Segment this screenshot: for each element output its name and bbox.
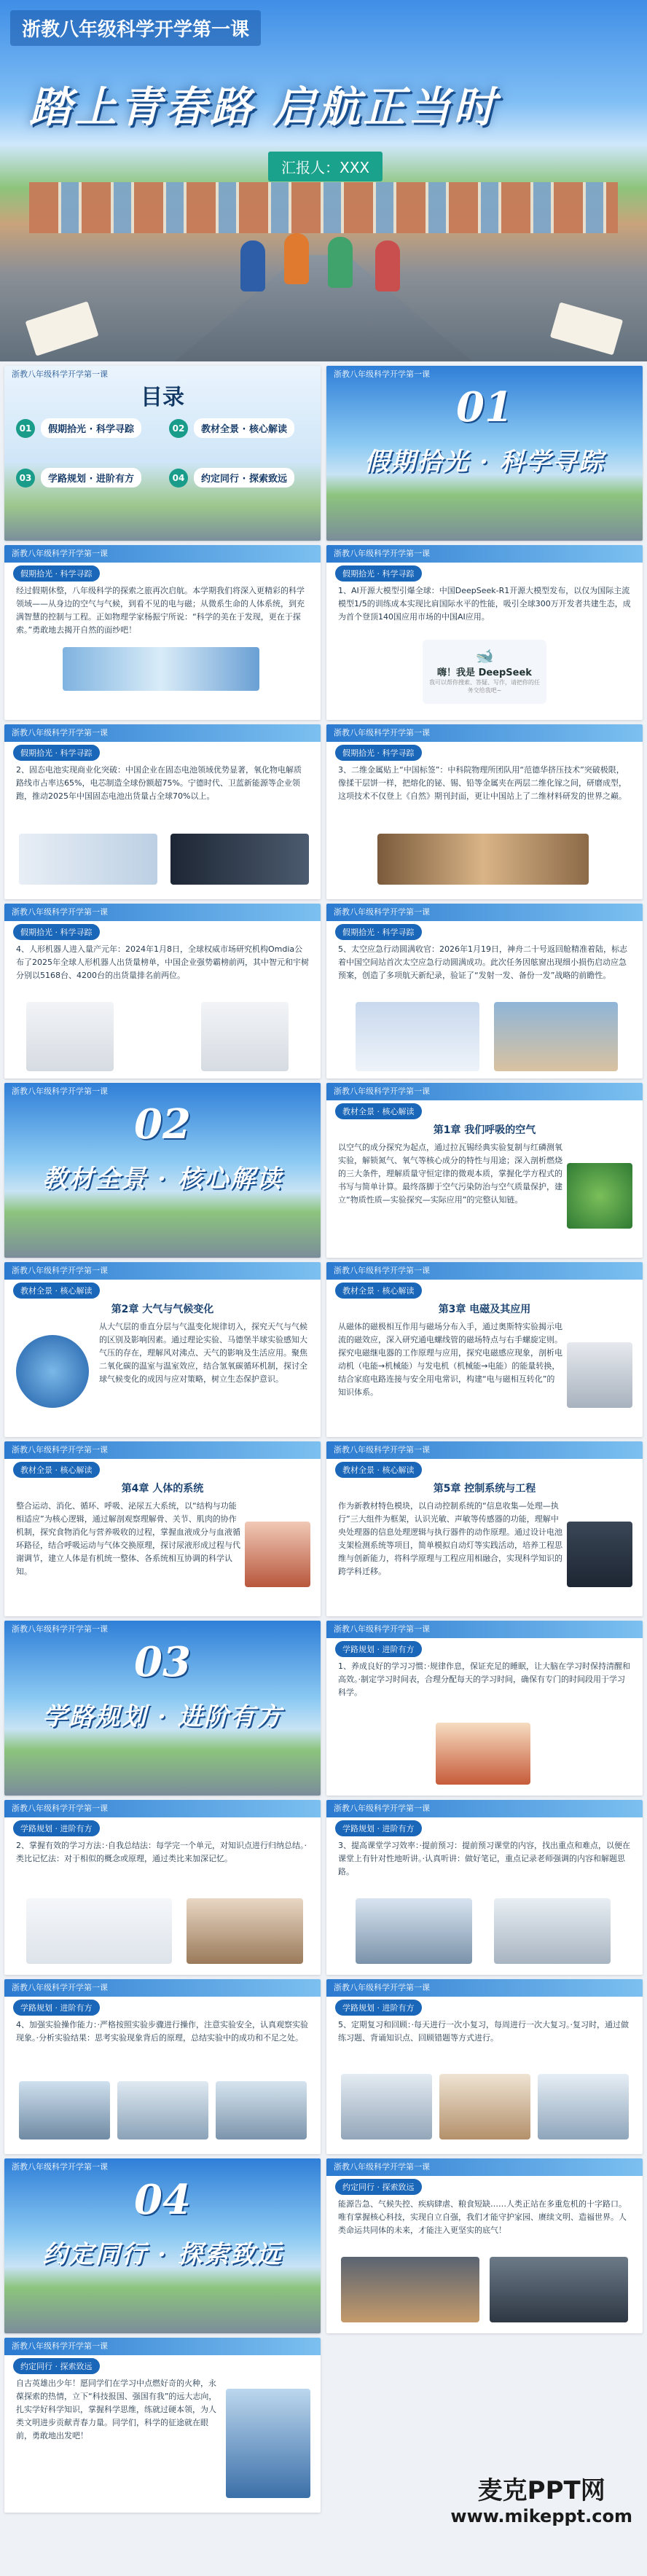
section-tag: 假期拾光 · 科学寻踪 <box>13 924 100 940</box>
slide-text: 能源告急、气候失控、疾病肆虐、粮食短缺……人类正站在多重危机的十字路口。唯有掌握核心科技，实现自立自强，我们才能守护家园、赓续文明、造福世界。人类命运共同体的未来，才能注入更坚实的底气！ <box>338 2199 627 2235</box>
content-slide <box>326 1979 643 2154</box>
slide-header: 浙教八年级科学开学第一课 <box>12 369 108 379</box>
section-tag: 假期拾光 · 科学寻踪 <box>335 745 422 761</box>
slide-header: 浙教八年级科学开学第一课 <box>334 369 430 379</box>
course-label: 浙教八年级科学开学第一课 <box>10 10 261 46</box>
section-slide-02 <box>4 1083 321 1258</box>
student-figure <box>328 237 353 288</box>
section-tag: 约定同行 · 探索致远 <box>335 2179 422 2195</box>
content-slide <box>326 2158 643 2333</box>
section-tag: 假期拾光 · 科学寻踪 <box>335 565 422 582</box>
slide-header: 浙教八年级科学开学第一课 <box>4 904 321 921</box>
slide-text: 从大气层的垂直分层与气温变化规律切入，探究天气与气候的区别及影响因素。通过理论实验、马德堡半球实验感知大气压的存在，理解风对沸点、天气的影响及生活应用。聚焦二氧化碳的温室与温室效应，结合氢氧碳循环机制，探讨全球气候变化的成因与应对策略，树立生态保护意识。 <box>99 1322 307 1384</box>
machine-image <box>567 1522 632 1587</box>
slide-text: 从磁体的磁极相互作用与磁场分布入手，通过奥斯特实验揭示电流的磁效应，深入研究通电螺线管的磁场特点与右手螺旋定则。探究电磁继电器的工作原理与应用，探究电磁感应现象，剖析电动机（电能→机械能）与发电机（机械能→电能）的能量转换，结合家庭电路连接与安全用电常识，构建“电与磁相互转化”的知识体系。 <box>338 1322 562 1397</box>
toc-slide <box>4 366 321 541</box>
toc-number: 04 <box>169 469 188 488</box>
chapter-title: 第3章 电磁及其应用 <box>438 1304 531 1315</box>
school-building-illustration <box>29 182 618 233</box>
slide-header: 浙教八年级科学开学第一课 <box>12 2162 108 2172</box>
slide-text: 1、养成良好的学习习惯：·规律作息，保证充足的睡眠，让大脑在学习时保持清醒和高效。·制定学习时间表，合理分配每天的学习时间，确保有专门的时间段用于学习科学。 <box>338 1661 630 1697</box>
content-slide <box>326 1083 643 1258</box>
section-slide-04 <box>4 2158 321 2333</box>
toc-number: 02 <box>169 419 188 438</box>
toc-label: 假期拾光 · 科学寻踪 <box>41 418 141 438</box>
section-slide-03 <box>4 1621 321 1796</box>
section-tag: 学路规划 · 进阶有方 <box>335 1641 422 1657</box>
section-tag: 学路规划 · 进阶有方 <box>335 1820 422 1836</box>
section-tag: 假期拾光 · 科学寻踪 <box>13 745 100 761</box>
closing-slide <box>4 2338 321 2513</box>
content-slide <box>4 1262 321 1437</box>
slide-header: 浙教八年级科学开学第一课 <box>326 724 643 742</box>
metal-material-photo <box>377 834 589 885</box>
section-tag: 教材全景 · 核心解读 <box>13 1462 100 1478</box>
slide-header: 浙教八年级科学开学第一课 <box>326 1800 643 1817</box>
section-number: 04 <box>134 2176 191 2224</box>
slide-text: 2、掌握有效的学习方法：·自我总结法：每学完一个单元，对知识点进行归纳总结。·类比记忆法：对于相似的概念或原理，通过类比来加深记忆。 <box>16 1841 307 1863</box>
crisis-photo <box>490 2257 628 2322</box>
slide-text: 4、人形机器人进入量产元年：2024年1月8日，全球权威市场研究机构Omdia公布了2025年全球人形机器人出货量榜单，中国企业强势霸榜前两，其中智元和宇树分别以5168台、4200台的出货量排名前两位。 <box>16 944 309 980</box>
slide-header: 浙教八年级科学开学第一课 <box>4 545 321 563</box>
slide-header: 浙教八年级科学开学第一课 <box>326 545 643 563</box>
section-tag: 假期拾光 · 科学寻踪 <box>335 924 422 940</box>
watermark-url: www.mikeppt.com <box>450 2506 632 2526</box>
section-number: 01 <box>456 383 513 431</box>
student-figure <box>375 240 400 291</box>
experiment-photo <box>216 2081 307 2140</box>
slide-text: 2、固态电池实现商业化突破：中国企业在固态电池领域优势显著，氧化物电解质路线市占率达65%，电芯制造全球份额超75%。宁德时代、卫蓝新能源等企业领跑，推动2025年中国固态电池出货量占全球70%以上。 <box>16 765 302 801</box>
toc-item[interactable] <box>16 468 141 488</box>
section-number: 03 <box>134 1638 191 1686</box>
battery-photo <box>170 834 309 885</box>
book-illustration <box>550 302 623 356</box>
content-slide <box>326 1262 643 1437</box>
content-slide <box>4 724 321 899</box>
toc-label: 约定同行 · 探索致远 <box>194 468 294 488</box>
toc-item[interactable] <box>16 418 141 438</box>
electric-motor-image <box>567 1342 632 1408</box>
section-title: 教材全景 · 核心解读 <box>42 1164 283 1194</box>
watermark <box>450 2470 632 2526</box>
human-body-image <box>245 1522 310 1587</box>
content-slide <box>326 1800 643 1975</box>
student-illustration <box>226 2389 310 2498</box>
earth-image <box>16 1335 89 1408</box>
clock-and-books-image <box>436 1723 530 1785</box>
watermark-name: 麦克PPT网 <box>477 2476 605 2505</box>
slide-header: 浙教八年级科学开学第一课 <box>326 2158 643 2176</box>
section-number: 02 <box>134 1100 191 1148</box>
section-tag: 教材全景 · 核心解读 <box>335 1462 422 1478</box>
crisis-photo <box>341 2257 479 2322</box>
deepseek-name: 嗨！我是 DeepSeek <box>437 668 532 678</box>
slide-text: 5、定期复习和回顾：·每天进行一次小复习，每周进行一次大复习。·复习时，通过做练习题、背诵知识点、回顾错题等方式进行。 <box>338 2020 629 2043</box>
section-slide-01 <box>326 366 643 541</box>
toc-number: 01 <box>16 419 35 438</box>
toc-item[interactable] <box>169 418 294 438</box>
slide-header: 浙教八年级科学开学第一课 <box>12 1087 108 1096</box>
chapter-title: 第2章 大气与气候变化 <box>111 1304 214 1315</box>
section-tag: 教材全景 · 核心解读 <box>13 1283 100 1299</box>
experiment-photo <box>117 2081 208 2140</box>
slide-text: 作为新教材特色模块，以自动控制系统的“信息收集—处理—执行”三大组件为框架，认识光敏、声敏等传感器的功能，理解中央处理器的信息处理逻辑与执行器件的动作原理。通过设计电池支架检测系统等项目，简单模拟自动灯等实践活动，培养工程思维与创新能力，将科学原理与工程应用相融合，实现科学知识的跨学科迁移。 <box>338 1501 562 1576</box>
student-figure <box>240 240 265 291</box>
whale-icon: 🐋 <box>475 647 494 665</box>
section-tag: 学路规划 · 进阶有方 <box>13 2000 100 2016</box>
road-illustration <box>175 255 472 361</box>
slide-header: 浙教八年级科学开学第一课 <box>4 1262 321 1280</box>
slide-header: 浙教八年级科学开学第一课 <box>12 1624 108 1634</box>
content-slide <box>4 904 321 1078</box>
content-slide <box>4 1441 321 1616</box>
robot-photo <box>201 1002 289 1071</box>
science-image <box>63 647 259 691</box>
slide-text: 自古英雄出少年！愿同学们在学习中点燃好奇的火种，永葆探索的热情，立下“科技报国、强国有我”的远大志向，扎实学好科学知识，掌握科学思维，练就过硬本领，为人类文明进步贡献青春力量。同学们，科学的征途就在眼前，勇敢地出发吧！ <box>16 2379 217 2440</box>
slide-header: 浙教八年级科学开学第一课 <box>326 1979 643 1997</box>
content-slide <box>326 1621 643 1796</box>
slide-header: 浙教八年级科学开学第一课 <box>326 1621 643 1638</box>
classroom-photo <box>494 1898 611 1964</box>
toc-number: 03 <box>16 469 35 488</box>
deepseek-subtitle: 我可以帮你搜索、答疑、写作，请把你的任务交给我吧~ <box>429 679 540 694</box>
cover-slide <box>0 0 647 361</box>
section-tag: 假期拾光 · 科学寻踪 <box>13 565 100 582</box>
slide-header: 浙教八年级科学开学第一课 <box>326 1441 643 1459</box>
mind-map-image <box>26 1898 172 1964</box>
chapter-title: 第4章 人体的系统 <box>121 1483 204 1495</box>
toc-label: 学路规划 · 进阶有方 <box>41 468 141 488</box>
student-study-photo <box>187 1898 303 1964</box>
slide-header: 浙教八年级科学开学第一课 <box>4 1441 321 1459</box>
chapter-title: 第5章 控制系统与工程 <box>433 1483 536 1495</box>
section-tag: 教材全景 · 核心解读 <box>335 1103 422 1119</box>
astronaut-photo <box>356 1002 479 1071</box>
content-slide <box>4 1979 321 2154</box>
study-photo <box>439 2074 530 2140</box>
robot-photo <box>26 1002 114 1071</box>
slide-header: 浙教八年级科学开学第一课 <box>326 1262 643 1280</box>
reporter-label: 汇报人：XXX <box>268 152 383 181</box>
slide-text: 1、AI开源大模型引爆全球：中国DeepSeek-R1开源大模型发布，以仅为国际主流模型1/5的训练成本实现比肩国际水平的性能，吸引全球300万开发者共建生态，成为首个登顶140国应用市场的中国AI应用。 <box>338 586 631 622</box>
content-slide <box>326 545 643 720</box>
toc-label: 教材全景 · 核心解读 <box>194 418 294 438</box>
section-title: 学路规划 · 进阶有方 <box>42 1702 283 1731</box>
slide-header: 浙教八年级科学开学第一课 <box>326 1083 643 1100</box>
slide-text: 经过假期休整，八年级科学的探索之旅再次启航。本学期我们将深入更精彩的科学领域——从身边的空气与气候，到看不见的电与磁；从微系生命的人体系统，到充满智慧的控制与工程。正如物理学家杨振宁所说：“科学的美在于发现，更在于探索。”勇敢地去揭开自然的面纱吧！ <box>16 586 305 635</box>
deepseek-card <box>423 640 546 704</box>
slide-header: 浙教八年级科学开学第一课 <box>326 904 643 921</box>
student-figure <box>284 233 309 284</box>
classroom-photo <box>356 1898 472 1964</box>
content-slide <box>326 1441 643 1616</box>
section-tag: 学路规划 · 进阶有方 <box>13 1820 100 1836</box>
section-title: 约定同行 · 探索致远 <box>42 2240 283 2269</box>
plant-image <box>567 1163 632 1229</box>
slide-header: 浙教八年级科学开学第一课 <box>4 1979 321 1997</box>
section-tag: 约定同行 · 探索致远 <box>13 2358 100 2374</box>
study-photo <box>341 2074 432 2140</box>
cover-title: 踏上青春路 启航正当时 <box>29 82 499 132</box>
capsule-photo <box>494 1002 618 1071</box>
slide-header: 浙教八年级科学开学第一课 <box>4 2338 321 2355</box>
study-photo <box>538 2074 629 2140</box>
section-title: 假期拾光 · 科学寻踪 <box>364 447 605 477</box>
slide-text: 整合运动、消化、循环、呼吸、泌尿五大系统，以“结构与功能相适应”为核心逻辑，通过解剖观察理解骨、关节、肌肉的协作机制，探究食物消化与营养吸收的过程，掌握血液成分与血液循环路径，结合呼吸运动与气体交换原理，探讨尿液形成过程与代谢调节，建立人体是有机统一整体、各系统相互协调的科学认知。 <box>16 1501 240 1576</box>
battery-diagram <box>19 834 157 885</box>
toc-title: 目录 <box>141 385 184 410</box>
slide-text: 4、加强实验操作能力：·严格按照实验步骤进行操作，注意实验安全，认真观察实验现象。·分析实验结果：思考实验现象背后的原理，总结实验中的成功和不足之处。 <box>16 2020 308 2043</box>
book-illustration <box>25 301 98 356</box>
slide-text: 3、提高课堂学习效率：·提前预习：提前预习课堂的内容，找出重点和难点，以便在课堂上有针对性地听讲。·认真听讲：做好笔记，重点记录老师强调的内容和解题思路。 <box>338 1841 630 1876</box>
content-slide <box>4 1800 321 1975</box>
experiment-photo <box>19 2081 110 2140</box>
chapter-title: 第1章 我们呼吸的空气 <box>433 1124 536 1136</box>
slide-text: 3、二维金属贴上“中国标签”：中科院物理所团队用“范德华挤压技术”突破极限，像揉干层饼一样，把熔化的铋、锡、铅等金属夹在两层二维化镓之间，研磨成型，这项技术不仅登上《自然》期刊封面，更让中国站上了二维材料研发的世界之巅。 <box>338 765 627 801</box>
content-slide <box>326 724 643 899</box>
slide-text: 以空气的成分探究为起点，通过拉瓦锡经典实验复制与红磷测氧实验，解锁氮气、氧气等核心成分的特性与用途；深入剖析燃烧的三大条件，理解质量守恒定律的微观本质，掌握化学方程式的书写与简单计算。最终落脚于空气污染防治与空气质量保护，建立“物质性质—实验探究—实际应用”的完整认知链。 <box>338 1143 562 1205</box>
slide-text: 5、太空应急行动圆满收官：2026年1月19日，神舟二十号返回舱精准着陆，标志着中国空间站首次太空应急行动圆满成功。此次任务因舷窗出现细小损伤启动应急预案，创造了多项航天新纪录，验证了“发射一发、备份一发”战略的前瞻性。 <box>338 944 627 980</box>
content-slide <box>326 904 643 1078</box>
slide-header: 浙教八年级科学开学第一课 <box>4 1800 321 1817</box>
content-slide <box>4 545 321 720</box>
section-tag: 教材全景 · 核心解读 <box>335 1283 422 1299</box>
section-tag: 学路规划 · 进阶有方 <box>335 2000 422 2016</box>
slide-header: 浙教八年级科学开学第一课 <box>4 724 321 742</box>
toc-item[interactable] <box>169 468 294 488</box>
